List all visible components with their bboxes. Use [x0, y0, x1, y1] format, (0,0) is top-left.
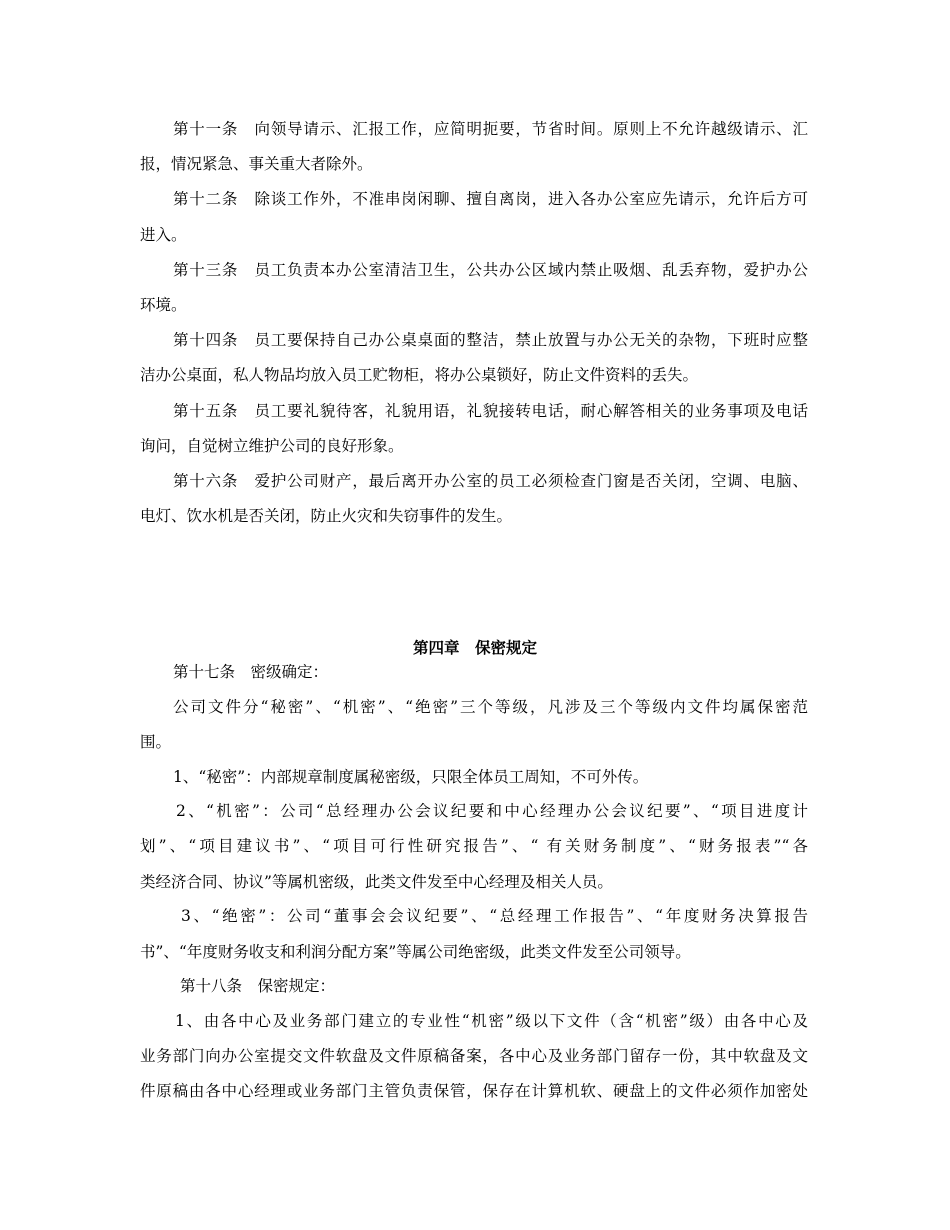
article-11-line-2: 报，情况紧急、事关重大者除外。 — [140, 155, 373, 173]
article-18-para-line-3: 件原稿由各中心经理或业务部门主管负责保管，保存在计算机软、硬盘上的文件必须作加密处 — [140, 1082, 808, 1100]
article-13-line-1: 第十三条 员工负责本办公室清洁卫生，公共办公区域内禁止吸烟、乱丢弃物，爱护办公 — [173, 261, 808, 279]
top-secret-level-line-2: 书”、“年度财务收支和利润分配方案”等属公司绝密级，此类文件发至公司领导。 — [140, 943, 691, 961]
article-12-line-2: 进入。 — [140, 226, 187, 244]
article-13-line-2: 环境。 — [140, 296, 187, 314]
confidential-level-line-3: 类经济合同、协议”等属机密级，此类文件发至中心经理及相关人员。 — [140, 873, 613, 891]
secret-level-item: 1、“秘密”：内部规章制度属秘密级，只限全体员工周知，不可外传。 — [173, 768, 649, 786]
article-16-line-2: 电灯、饮水机是否关闭，防止火灾和失窃事件的发生。 — [140, 507, 513, 525]
confidential-level-line-1: 2、“机密”：公司“总经理办公会议纪要和中心经理办公会议纪要”、“项目进度计 — [176, 802, 808, 820]
confidential-level-line-2: 划”、“项目建议书”、“项目可行性研究报告”、“ 有关财务制度”、“财务报表”“各 — [140, 837, 808, 855]
article-18-title: 第十八条 保密规定： — [180, 977, 336, 995]
article-18-para-line-1: 1、由各中心及业务部门建立的专业性“机密”级以下文件（含“机密”级）由各中心及 — [175, 1012, 808, 1030]
article-15-line-1: 第十五条 员工要礼貌待客，礼貌用语，礼貌接转电话，耐心解答相关的业务事项及电话 — [173, 402, 808, 420]
article-14-line-2: 洁办公桌面，私人物品均放入员工贮物柜，将办公桌锁好，防止文件资料的丢失。 — [140, 366, 699, 384]
chapter-heading: 第四章 保密规定 — [412, 638, 537, 657]
article-18-para-line-2: 业务部门向办公室提交文件软盘及文件原稿备案，各中心及业务部门留存一份，其中软盘及文 — [140, 1047, 808, 1065]
article-16-line-1: 第十六条 爱护公司财产，最后离开办公室的员工必须检查门窗是否关闭，空调、电脑、 — [173, 472, 808, 490]
article-15-line-2: 询问，自觉树立维护公司的良好形象。 — [140, 437, 404, 455]
top-secret-level-line-1: 3、“绝密”：公司“董事会会议纪要”、“总经理工作报告”、“年度财务决算报告 — [181, 907, 808, 925]
article-17-para-line-2: 围。 — [140, 733, 172, 751]
article-12-line-1: 第十二条 除谈工作外，不准串岗闲聊、擅自离岗，进入各办公室应先请示，允许后方可 — [173, 190, 808, 208]
article-11-line-1: 第十一条 向领导请示、汇报工作，应简明扼要，节省时间。原则上不允许越级请示、汇 — [173, 120, 808, 138]
article-17-para-line-1: 公司文件分“秘密”、“机密”、“绝密”三个等级，凡涉及三个等级内文件均属保密范 — [173, 698, 808, 716]
article-14-line-1: 第十四条 员工要保持自己办公桌桌面的整洁，禁止放置与办公无关的杂物，下班时应整 — [173, 331, 808, 349]
article-17-title: 第十七条 密级确定： — [173, 663, 329, 681]
